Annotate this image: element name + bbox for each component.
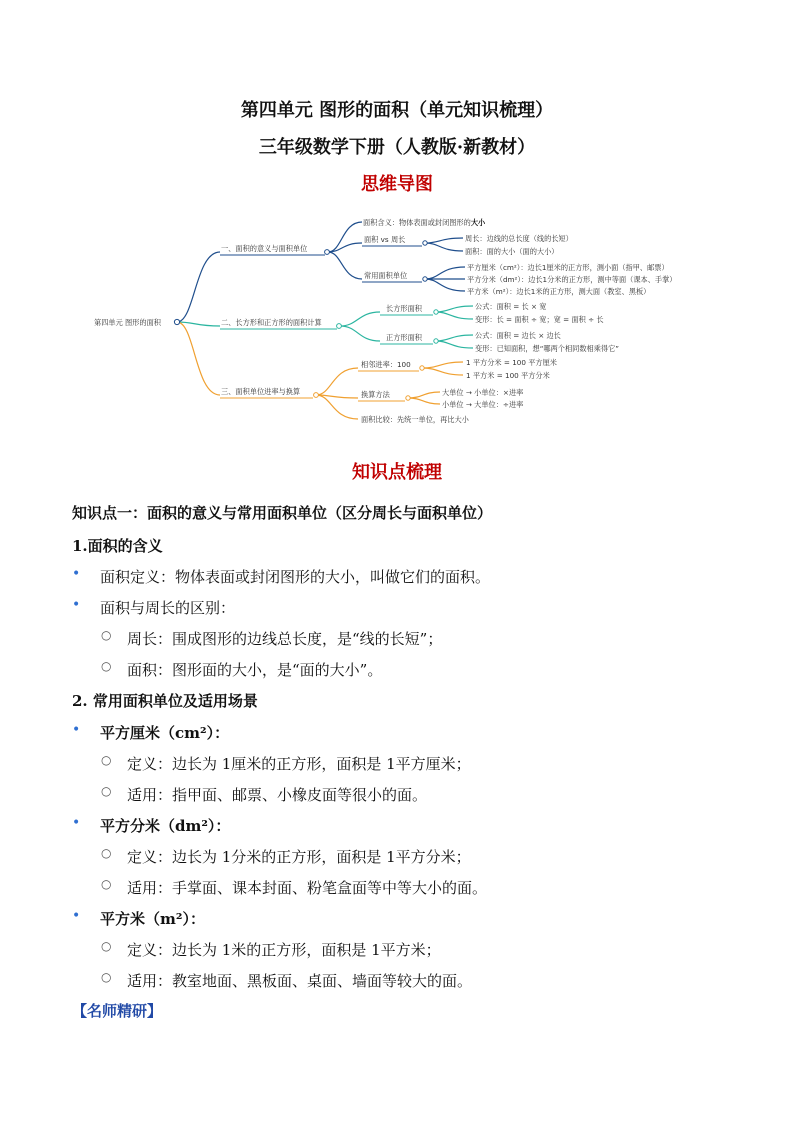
- circle-bullet-icon: ○: [101, 939, 112, 953]
- mindmap-branch-2: 二、长方形和正方形的面积计算: [221, 318, 322, 327]
- mindmap-branch-1: 一、面积的意义与面积单位: [221, 244, 308, 253]
- circle-bullet-icon: ○: [101, 659, 112, 673]
- circle-bullet-icon: ○: [101, 970, 112, 984]
- mindmap-leaf: 周长：边线的总长度（线的长短）: [465, 234, 573, 243]
- circle-bullet-icon: ○: [101, 877, 112, 891]
- mind-map: [80, 205, 720, 435]
- mindmap-leaf: 平方米（m²）：边长1米的正方形，测大面（教室、黑板）: [467, 287, 651, 296]
- mindmap-node: 换算方法: [361, 390, 390, 399]
- knowledge-point-title: 知识点一：面积的意义与常用面积单位（区分周长与面积单位）: [72, 504, 493, 522]
- document-title: 第四单元 图形的面积（单元知识梳理）: [240, 100, 554, 121]
- mindmap-heading: 思维导图: [361, 174, 433, 195]
- mindmap-node: 常用面积单位: [364, 271, 408, 280]
- bullet-icon: •: [72, 597, 81, 613]
- mindmap-leaf: 变形：长 = 面积 ÷ 宽；宽 = 面积 ÷ 长: [475, 315, 604, 324]
- mindmap-branch-3: 三、面积单位进率与换算: [221, 387, 301, 396]
- connector-b1: [177, 252, 220, 322]
- knowledge-heading: 知识点梳理: [352, 462, 442, 483]
- circle-bullet-icon: ○: [101, 846, 112, 860]
- mindmap-leaf: 1 平方米 = 100 平方分米: [466, 371, 550, 380]
- circle-bullet-icon: ○: [101, 784, 112, 798]
- document-subtitle: 三年级数学下册（人教版·新教材）: [258, 137, 536, 158]
- mindmap-leaf: 面积：面的大小（面的大小）: [465, 247, 559, 256]
- bullet-icon: •: [72, 815, 81, 831]
- mindmap-root: 第四单元 图形的面积: [94, 318, 161, 327]
- bullet-icon: •: [72, 908, 81, 924]
- mindmap-node: 长方形面积: [386, 304, 422, 313]
- mindmap-leaf: 大单位 → 小单位：×进率: [442, 388, 524, 397]
- mindmap-node: 正方形面积: [386, 333, 422, 342]
- section-heading: 2. 常用面积单位及适用场景: [72, 692, 258, 710]
- section-heading: 1.面积的含义: [72, 537, 163, 555]
- mindmap-leaf: 1 平方分米 = 100 平方厘米: [466, 358, 557, 367]
- mindmap-node: 面积 vs 周长: [364, 235, 406, 244]
- teacher-note-label: 【名师精研】: [72, 1002, 163, 1020]
- mindmap-node: 面积比较：先统一单位，再比大小: [361, 415, 469, 424]
- mindmap-node: 面积含义：物体表面或封闭图形的大小: [363, 218, 486, 227]
- mindmap-leaf: 变形：已知面积，想“哪两个相同数相乘得它”: [475, 344, 620, 353]
- bullet-icon: •: [72, 566, 81, 582]
- mindmap-leaf: 小单位 → 大单位：÷进率: [442, 400, 524, 409]
- circle-bullet-icon: ○: [101, 628, 112, 642]
- bullet-icon: •: [72, 722, 81, 738]
- mindmap-leaf: 平方分米（dm²）：边长1分米的正方形，测中等面（课本、手掌）: [467, 275, 677, 284]
- mindmap-leaf: 平方厘米（cm²）：边长1厘米的正方形，测小面（指甲、邮票）: [467, 263, 669, 272]
- mindmap-leaf: 公式：面积 = 边长 × 边长: [475, 331, 561, 340]
- connector-b3: [177, 322, 220, 395]
- mindmap-leaf: 公式：面积 = 长 × 宽: [475, 302, 547, 311]
- mindmap-node: 相邻进率：100: [361, 360, 411, 369]
- circle-bullet-icon: ○: [101, 753, 112, 767]
